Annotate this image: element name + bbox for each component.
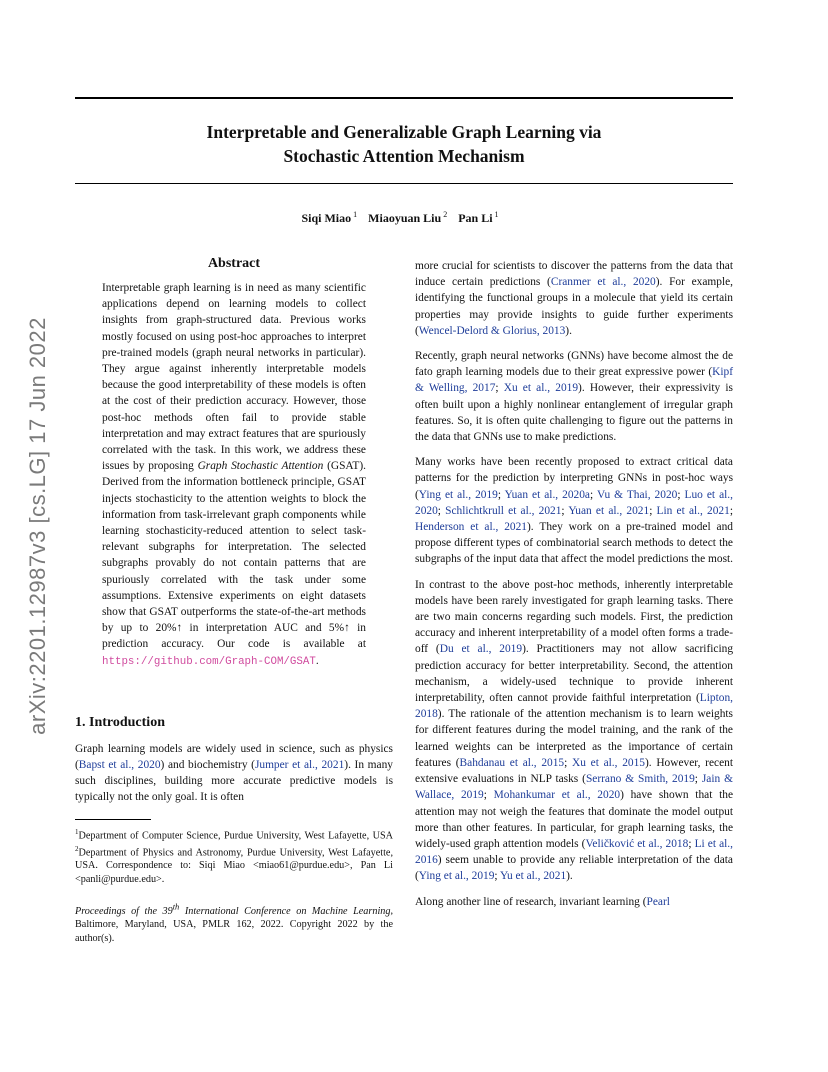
text: more crucial for scientists to discover the patterns from the data that induce certain predictions (	[415, 260, 733, 289]
proceedings-note	[75, 900, 393, 945]
abstract-part-1: Interpretable graph learning is in need as many scientific applications depend on learning models to collect insights from graph-structured data. Previous works mostly focused on using post-hoc approaches to interpret pre-trained models (graph neural networks in particular). They argue against inherently interpretable models because the good interpretability of these models is often at the cost of their prediction accuracy. However, those post-hoc methods often fail to provide stable interpretation and may extract features that are spuriously correlated with the task. In this work, we address these issues by proposing	[102, 282, 366, 473]
text: Proceedings of the 39	[75, 905, 173, 917]
footnote-rule	[75, 819, 151, 820]
introduction-heading: 1. Introduction	[75, 714, 165, 730]
author-name: Miaoyuan Liu	[368, 211, 442, 225]
author-affiliation: 1	[353, 210, 358, 219]
citation-link[interactable]: Jain & Wallace, 2019	[415, 773, 733, 802]
footnote-marker: 1	[75, 827, 79, 836]
citation-link[interactable]: Luo et al., 2020	[415, 488, 733, 517]
citation-link[interactable]: Lin et al., 2021	[656, 504, 730, 517]
footnote-marker: 2	[75, 844, 79, 853]
code-link[interactable]: https://github.com/Graph-COM/GSAT	[102, 655, 316, 668]
citation-link[interactable]: Bahdanau et al., 2015	[459, 756, 565, 769]
text: ) seem unable to provide any reliable interpretation of the data (	[415, 854, 733, 883]
text: Recently, graph neural networks (GNNs) have become almost the de fato graph learning models due to their great expressive power (	[415, 350, 733, 379]
paper-title	[75, 120, 733, 168]
paragraph	[415, 894, 733, 910]
text: Graph learning models are widely used in science, such as physics (	[75, 742, 393, 772]
citation-link[interactable]: Kipf & Welling, 2017	[415, 366, 733, 395]
citation-link[interactable]: Mohankumar et al., 2020	[493, 789, 621, 802]
citation-link[interactable]: Lipton, 2018	[415, 692, 733, 721]
citation-link[interactable]: Jumper et al., 2021	[254, 759, 345, 772]
text: ;	[495, 382, 504, 395]
text: ;	[694, 773, 702, 786]
text: ).	[565, 324, 572, 337]
arxiv-watermark: arXiv:2201.12987v3 [cs.LG] 17 Jun 2022	[25, 317, 50, 735]
abstract-end: .	[315, 654, 319, 667]
text: ). However, their expressivity is often built upon a highly nonlinear entanglement of irregular graph features. So, it is often quite challenging to figure out the patterns in the data that GNNs use to make predictions.	[415, 382, 733, 444]
citation-link[interactable]: Pearl	[646, 895, 670, 908]
text: ). For example, identifying the functional groups in a molecule that yield its certain properties may provide insights to guide further experiments (	[415, 276, 734, 337]
text: , Baltimore, Maryland, USA, PMLR 162, 2022. Copyright 2022 by the author(s).	[75, 905, 394, 944]
title-line-1: Interpretable and Generalizable Graph Learning via	[206, 122, 602, 142]
text: Many works have been recently proposed to extract critical data patterns for the prediction by interpreting GNNs in post-hoc ways (	[415, 456, 733, 501]
text: International Conference on Machine Learning	[179, 905, 391, 917]
affiliation-footnote	[75, 826, 393, 887]
text: ;	[589, 488, 597, 501]
abstract-text	[102, 280, 366, 670]
author-name: Siqi Miao	[301, 211, 352, 225]
text: ). Practitioners may not allow sacrificing prediction accuracy for better interpretability. Second, the attention mechanism, a widely-used technique to provide inherent interpretability, often cannot provide faithful interpretation (	[415, 643, 734, 705]
text: Department of Computer Science, Purdue University, West Lafayette, USA	[78, 830, 393, 842]
text: ;	[677, 488, 685, 501]
text: In contrast to the above post-hoc methods, inherently interpretable models have been rarely investigated for graph learning tasks. There are two main concerns regarding such models. First, the prediction accuracy and inherent interpretability of a model often forms a trade-off (	[415, 578, 733, 656]
citation-link[interactable]: Xu et al., 2019	[503, 382, 579, 395]
title-line-2: Stochastic Attention Mechanism	[283, 146, 525, 166]
citation-link[interactable]: Schlichtkrull et al., 2021	[445, 504, 562, 517]
paragraph	[415, 454, 733, 567]
text: ;	[437, 504, 446, 517]
citation-link[interactable]: Cranmer et al., 2020	[550, 276, 656, 289]
text: Department of Physics and Astronomy, Purdue University, West Lafayette, USA. Correspondence to: Siqi Miao <miao61@purdue.edu>, Pan Li <panli@purdue.edu>.	[75, 846, 393, 885]
text: ;	[564, 756, 573, 769]
text: ;	[561, 504, 569, 517]
citation-link[interactable]: Henderson et al., 2021	[415, 521, 528, 534]
citation-link[interactable]: Ying et al., 2019	[418, 870, 495, 883]
text: ). However, recent extensive evaluations in NLP tasks (	[415, 756, 733, 786]
text: Along another line of research, invariant learning (	[415, 895, 647, 908]
abstract-heading: Abstract	[207, 256, 261, 271]
citation-link[interactable]: Yu et al., 2021	[500, 870, 567, 883]
citation-link[interactable]: Vu & Thai, 2020	[596, 488, 678, 501]
text: ) have shown that the attention may not weigh the features that dominate the model output more than other features. In particular, for graph learning tasks, the widely-used graph attention models (	[415, 789, 733, 850]
method-name: Graph Stochastic Attention	[197, 460, 324, 473]
text: ). They work on a pre-trained model and propose different types of combinatorial search methods to detect the subgraphs of the input data that affect the model predictions the most.	[415, 521, 734, 566]
text: ) and biochemistry (	[160, 759, 255, 772]
paragraph	[415, 258, 733, 339]
author-affiliation: 1	[494, 210, 499, 219]
title-top-rule	[75, 97, 733, 99]
paragraph	[415, 577, 733, 885]
citation-link[interactable]: Veličković et al., 2018	[585, 837, 689, 850]
paragraph	[415, 348, 733, 445]
text: ). The rationale of the attention mechanism is to learn weights for different features during the model training, and the rank of the learned weights can be interpreted as the importance of certain features (	[415, 708, 733, 769]
author-name: Pan Li	[458, 211, 493, 225]
citation-link[interactable]: Yuan et al., 2021	[568, 504, 650, 517]
citation-link[interactable]: Li et al., 2016	[415, 837, 733, 867]
text: ;	[688, 837, 695, 850]
abstract-part-2: (GSAT). Derived from the information bottleneck principle, GSAT injects stochasticity to the attention weights to block the information from task-irrelevant graph components while learning stochasticity-reduced attention to select task-relevant subgraphs for interpretation. The selected subgraphs provably do not contain patterns that are spuriously correlated with the task under some assumptions. Extensive experiments on eight datasets show that GSAT outperforms the state-of-the-art methods by up to 20%↑ in interpretation AUC and 5%↑ in prediction accuracy. Our code is available at	[102, 460, 366, 651]
citation-link[interactable]: Bapst et al., 2020	[78, 759, 161, 772]
citation-link[interactable]: Xu et al., 2015	[572, 756, 645, 769]
right-column	[415, 258, 733, 919]
text: ;	[729, 504, 733, 517]
text: ;	[494, 870, 501, 883]
citation-link[interactable]: Ying et al., 2019	[418, 488, 498, 501]
author-list	[75, 210, 733, 226]
intro-paragraph-1	[75, 741, 393, 806]
citation-link[interactable]: Wencel-Delord & Glorius, 2013	[418, 324, 566, 337]
citation-link[interactable]: Yuan et al., 2020a	[504, 488, 590, 501]
text: ).	[566, 870, 573, 883]
text: ;	[483, 789, 494, 802]
citation-link[interactable]: Serrano & Smith, 2019	[585, 773, 695, 786]
left-column	[75, 256, 393, 945]
author-affiliation: 2	[443, 210, 448, 219]
title-bottom-rule	[75, 183, 733, 184]
text: ). In many such disciplines, building more accurate predictive models is typically not the only goal. It is often	[75, 759, 393, 804]
citation-link[interactable]: Du et al., 2019	[439, 643, 523, 656]
text: ;	[649, 504, 657, 517]
text: ;	[497, 488, 505, 501]
ordinal-suffix: th	[172, 901, 180, 912]
